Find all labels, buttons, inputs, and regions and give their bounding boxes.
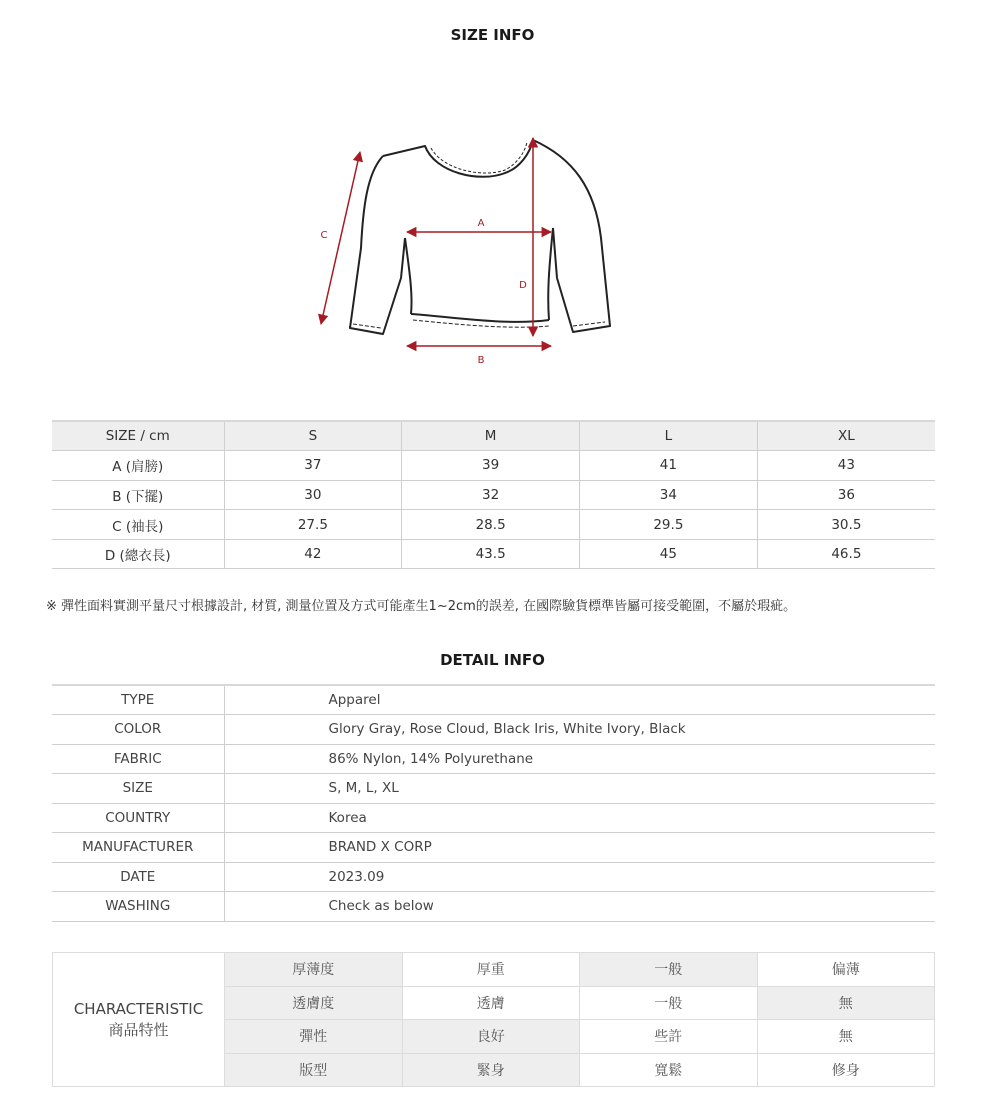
detail-value: Glory Gray, Rose Cloud, Black Iris, White Ivory, Black (224, 715, 935, 745)
label-c: C (320, 230, 328, 241)
header-s: S (224, 421, 402, 451)
detail-row-washing (52, 892, 935, 922)
table-row (52, 451, 935, 481)
size-info-heading: SIZE INFO (450, 26, 535, 44)
cell: 36 (757, 480, 935, 510)
header-size: SIZE / cm (52, 421, 224, 451)
cell: 42 (224, 539, 402, 569)
char-option: 修身 (757, 1053, 935, 1087)
char-option: 無 (757, 1020, 935, 1054)
detail-label: COUNTRY (52, 803, 224, 833)
char-option: 厚重 (402, 953, 580, 987)
detail-row-type (52, 685, 935, 715)
detail-value: Apparel (224, 685, 935, 715)
cell: 37 (224, 451, 402, 481)
characteristic-title-en: CHARACTERISTIC (73, 999, 204, 1018)
detail-row-date (52, 862, 935, 892)
cell: 34 (580, 480, 758, 510)
detail-label: SIZE (52, 774, 224, 804)
detail-table (52, 684, 935, 922)
cell: 45 (580, 539, 758, 569)
measurement-note: ※ 彈性面料實測平量尺寸根據設計, 材質, 測量位置及方式可能產生1~2cm的誤差, 在國際驗貨標準皆屬可接受範圍，不屬於瑕疵。 (46, 599, 797, 614)
detail-value: S, M, L, XL (224, 774, 935, 804)
detail-label: FABRIC (52, 744, 224, 774)
cell: 30.5 (757, 510, 935, 540)
label-b: B (477, 355, 485, 366)
cell: 46.5 (757, 539, 935, 569)
cell: 41 (580, 451, 758, 481)
detail-label: COLOR (52, 715, 224, 745)
cell: 43.5 (402, 539, 580, 569)
detail-row-country (52, 803, 935, 833)
char-option: 些許 (580, 1020, 758, 1054)
row-label: C (袖長) (52, 510, 224, 540)
char-attribute: 透膚度 (225, 986, 403, 1020)
char-attribute: 厚薄度 (225, 953, 403, 987)
detail-label: TYPE (52, 685, 224, 715)
char-option-selected: 一般 (580, 953, 758, 987)
cell: 29.5 (580, 510, 758, 540)
header-l: L (580, 421, 758, 451)
characteristic-table (52, 952, 935, 1087)
cell: 27.5 (224, 510, 402, 540)
detail-value: Korea (224, 803, 935, 833)
detail-label: MANUFACTURER (52, 833, 224, 863)
label-a: A (477, 218, 485, 229)
detail-row-manufacturer (52, 833, 935, 863)
row-label: D (總衣長) (52, 539, 224, 569)
characteristic-title (53, 953, 225, 1087)
label-d: D (519, 280, 527, 291)
row-label: B (下擺) (52, 480, 224, 510)
cell: 30 (224, 480, 402, 510)
characteristic-title-zh: 商品特性 (108, 1020, 169, 1039)
size-table-header (52, 421, 935, 451)
row-label: A (肩膀) (52, 451, 224, 481)
detail-value: 86% Nylon, 14% Polyurethane (224, 744, 935, 774)
char-option-selected: 無 (757, 986, 935, 1020)
detail-row-fabric (52, 744, 935, 774)
table-row (52, 510, 935, 540)
garment-outline (350, 140, 610, 334)
detail-label: WASHING (52, 892, 224, 922)
detail-value: Check as below (224, 892, 935, 922)
cell: 39 (402, 451, 580, 481)
table-row (52, 539, 935, 569)
char-option: 透膚 (402, 986, 580, 1020)
detail-row-size (52, 774, 935, 804)
table-row (52, 480, 935, 510)
char-option: 一般 (580, 986, 758, 1020)
header-m: M (402, 421, 580, 451)
char-option: 寬鬆 (580, 1053, 758, 1087)
detail-value: 2023.09 (224, 862, 935, 892)
char-row-thickness (53, 953, 935, 987)
cell: 43 (757, 451, 935, 481)
char-attribute: 彈性 (225, 1020, 403, 1054)
char-option: 偏薄 (757, 953, 935, 987)
detail-value: BRAND X CORP (224, 833, 935, 863)
detail-info-heading: DETAIL INFO (440, 651, 545, 669)
char-option-selected: 良好 (402, 1020, 580, 1054)
cell: 32 (402, 480, 580, 510)
char-option-selected: 緊身 (402, 1053, 580, 1087)
size-table (52, 420, 935, 569)
detail-row-color (52, 715, 935, 745)
cell: 28.5 (402, 510, 580, 540)
char-attribute: 版型 (225, 1053, 403, 1087)
header-xl: XL (757, 421, 935, 451)
garment-diagram (305, 128, 625, 378)
detail-label: DATE (52, 862, 224, 892)
